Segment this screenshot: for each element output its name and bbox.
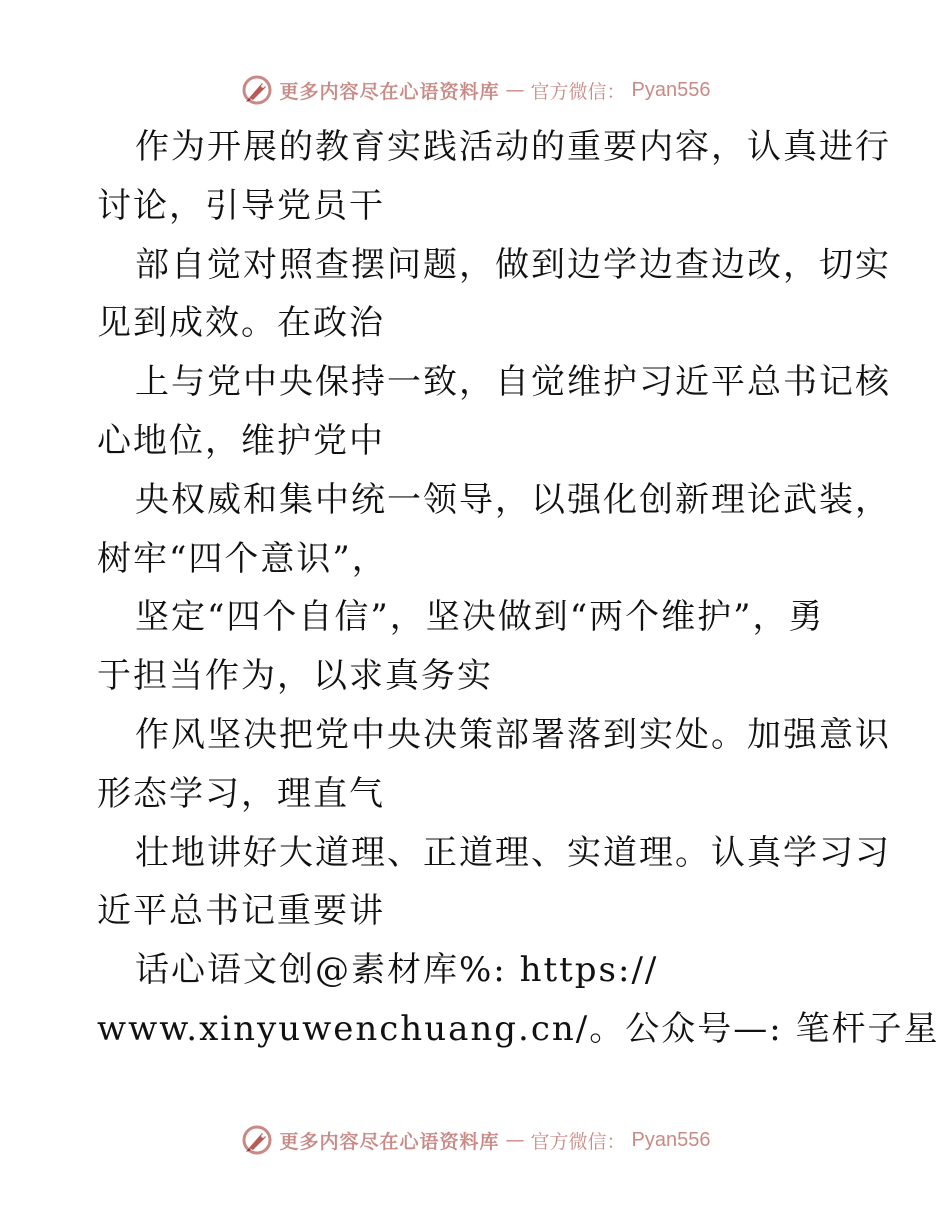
document-body — [97, 118, 940, 1059]
text-line: 作风坚决把党中央决策部署落到实处。加强意识 — [135, 714, 891, 755]
watermark-wechat-id: Pyan556 — [631, 78, 711, 101]
header-watermark — [0, 70, 950, 110]
text-line: 坚定“四个自信”，坚决做到“两个维护”，勇 — [135, 597, 825, 638]
text-line: 壮地讲好大道理、正道理、实道理。认真学习习 — [135, 832, 891, 873]
text-line: 作为开展的教育实践活动的重要内容，认真进行 — [135, 127, 891, 167]
text-line: 近平总书记重要讲 — [97, 891, 385, 932]
text-line: 见到成效。在政治 — [97, 303, 385, 344]
text-line: www.xinyuwenchuang.cn/。公众号—: 笔杆子星 — [97, 1008, 940, 1049]
text-line: 心地位，维护党中 — [97, 420, 385, 461]
text-line: 形态学习，理直气 — [97, 773, 385, 814]
watermark-separator: — — [505, 79, 525, 101]
watermark-label: 官方微信： — [530, 80, 626, 103]
watermark-text: 更多内容尽在心语资料库 — [279, 1130, 500, 1153]
pen-nib-logo-icon — [240, 73, 274, 107]
text-line: 部自觉对照查摆问题，做到边学边查边改，切实 — [135, 244, 891, 285]
watermark-text: 更多内容尽在心语资料库 — [279, 80, 500, 103]
text-line: 于担当作为，以求真务实 — [97, 656, 493, 697]
text-line: 央权威和集中统一领导，以强化创新理论武装， — [135, 479, 891, 520]
text-line: 话心语文创@素材库%: https:// — [135, 950, 659, 991]
pen-nib-logo-icon — [240, 1123, 274, 1157]
watermark-separator: — — [505, 1129, 525, 1151]
text-line: 树牢“四个意识”， — [97, 538, 388, 579]
watermark-wechat-id: Pyan556 — [631, 1128, 711, 1151]
footer-watermark — [0, 1120, 950, 1160]
text-line: 讨论，引导党员干 — [97, 185, 385, 226]
text-line: 上与党中央保持一致，自觉维护习近平总书记核 — [135, 362, 891, 403]
watermark-label: 官方微信： — [530, 1130, 626, 1153]
